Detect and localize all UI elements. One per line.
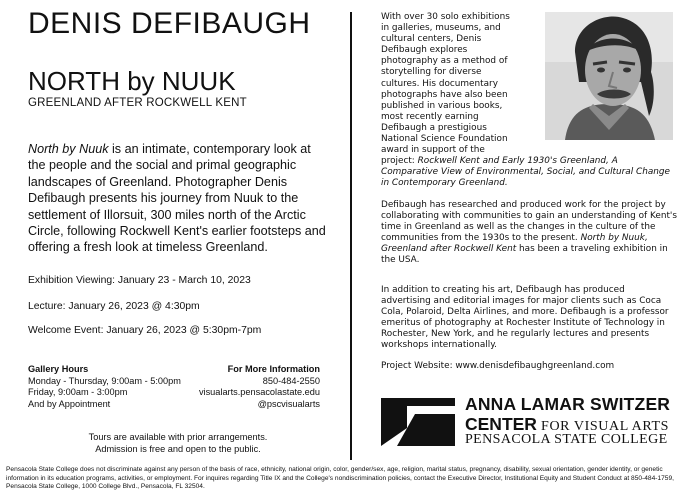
project-website[interactable]: Project Website: www.denisdefibaughgreenland.com bbox=[381, 361, 615, 371]
bio-paragraph-3: In addition to creating his art, Defibaugh has produced advertising and editorial images for major clients such as Coca Cola, Polaroid, Delta Airlines, and more. Defibaugh is a professor emeritus of photography at Rochester Institute of Technology in Rochester, New York, and he regularly lectures and presents workshops internationally. bbox=[381, 285, 669, 351]
intro-text: is an intimate, contemporary look at the people and the social and primal geographic landscapes of Greenland. Photographer Denis Defibaugh presents his journey from Nuuk to the settlement of Illorsuit, 300 miles north of the Arctic Circle, following Rockwell Kent's earlier footsteps and offering a fresh look at timeless Greenland. bbox=[28, 142, 326, 255]
gallery-hours-line: And by Appointment bbox=[28, 398, 111, 409]
bio-line: cultures. His documentary bbox=[381, 78, 498, 89]
bio-paragraph-1 bbox=[381, 12, 677, 190]
bio-project-title: Rockwell Kent and Early 1930's Greenland, A Comparative View of Environmental, Social, and Cultural Change in Contemporary Greenland. bbox=[381, 156, 670, 189]
gallery-hours-line: Friday, 9:00am - 3:00pm bbox=[28, 387, 128, 397]
bio-line: National Science Foundation bbox=[381, 134, 508, 145]
bio-line: in galleries, museums, and bbox=[381, 23, 501, 34]
bio-line: storytelling for diverse bbox=[381, 67, 482, 78]
bio-line: photographs have also been bbox=[381, 89, 508, 100]
vertical-divider bbox=[350, 12, 352, 460]
bio-paragraph-2 bbox=[381, 200, 677, 267]
welcome-event-date: Welcome Event: January 26, 2023 @ 5:30pm-7pm bbox=[28, 325, 262, 336]
bio-line: With over 30 solo exhibitions bbox=[381, 12, 510, 22]
bio-line: published in various books, bbox=[381, 100, 503, 111]
intro-paragraph bbox=[28, 141, 328, 256]
bio-p2-italic: North by Nuuk, Greenland after Rockwell Kent bbox=[381, 233, 648, 255]
exhibition-subtitle: GREENLAND AFTER ROCKWELL KENT bbox=[28, 97, 247, 109]
exhibition-title: NORTH by NUUK bbox=[28, 66, 236, 96]
logo-line-1: ANNA LAMAR SWITZER bbox=[465, 394, 671, 414]
website-link[interactable]: visualarts.pensacolastate.edu bbox=[198, 387, 320, 397]
switzer-center-logo-icon bbox=[381, 398, 455, 446]
logo-visual-arts: FOR VISUAL ARTS bbox=[536, 419, 670, 434]
bio-line: Defibaugh explores bbox=[381, 45, 468, 56]
bio-p2-text: Defibaugh has researched and produced work for the project by collaborating with communities to gain an understanding of Kent's time in Greenland as well as the changes in the culture of the communities from the 1930s to the present. bbox=[381, 200, 677, 244]
gallery-hours-line: Monday - Thursday, 9:00am - 5:00pm bbox=[28, 375, 181, 386]
nondiscrimination-disclaimer: Pensacola State College does not discriminate against any person of the basis of race, ethnicity, national origin, color, gender/sex, age, religion, marital status, pregnancy, disability, sexual orientation, gender identity, or genetic information in its education programs, activities, or employment. For inquires regarding Title IX and the College's nondiscrimination policies, contact the Executive Director, Institutional Equity and Student Conduct at 850-484-1759, Pensacola State College, 1000 College Blvd., Pensacola, FL 32504. bbox=[6, 466, 674, 491]
exhibition-dates: Exhibition Viewing: January 23 - March 10, 2023 bbox=[28, 275, 251, 286]
tours-line: Tours are available with prior arrangements. bbox=[88, 432, 268, 442]
admission-line: Admission is free and open to the public. bbox=[95, 443, 261, 454]
lecture-date: Lecture: January 26, 2023 @ 4:30pm bbox=[28, 301, 200, 312]
more-information bbox=[196, 364, 320, 410]
bio-line: award in support of the bbox=[381, 145, 485, 156]
bio-line: most recently earning bbox=[381, 111, 479, 122]
logo-center-word: CENTER bbox=[465, 414, 537, 434]
bio-line: photography as a method of bbox=[381, 56, 508, 67]
social-handle[interactable]: @pscvisualarts bbox=[257, 398, 320, 409]
intro-title-italic: North by Nuuk bbox=[28, 142, 109, 156]
bio-line: Defibaugh a prestigious bbox=[381, 122, 487, 133]
gallery-hours-heading: Gallery Hours bbox=[28, 364, 89, 374]
phone-number[interactable]: 850-484-2550 bbox=[262, 375, 320, 386]
bio-line: cultural centers, Denis bbox=[381, 34, 482, 45]
bio-project-prefix: project: bbox=[381, 156, 418, 167]
bio-p2-end: has been a traveling exhibition in the USA. bbox=[381, 244, 668, 266]
tours-note bbox=[28, 432, 328, 455]
logo-line-3: PENSACOLA STATE COLLEGE bbox=[465, 432, 668, 447]
artist-name: DENIS DEFIBAUGH bbox=[28, 7, 311, 40]
more-info-heading: For More Information bbox=[227, 364, 320, 374]
